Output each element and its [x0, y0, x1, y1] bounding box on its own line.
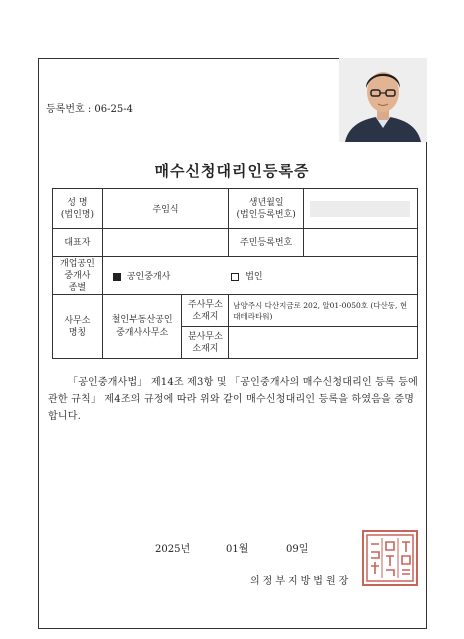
- office-label: 사무소 명칭: [53, 295, 103, 359]
- issue-year: 2025년: [155, 544, 191, 555]
- issue-day: 09일: [286, 544, 309, 555]
- branch-office-label: 분사무소 소재지: [182, 327, 229, 359]
- portrait-image: [339, 58, 427, 142]
- main-office-label: 주사무소 소재지: [182, 295, 229, 327]
- branch-office-address: [229, 327, 418, 359]
- issuing-authority: 의정부지방법원장: [250, 576, 352, 587]
- id-photo: [339, 58, 427, 142]
- representative-value: [102, 229, 228, 257]
- birth-label: 생년월일 (법인등록번호): [229, 189, 304, 229]
- main-office-address: 남양주시 다산지금로 202, 알01-0050호 (다산동, 현대테라타워): [229, 295, 418, 327]
- birth-value-redacted: [303, 189, 417, 229]
- seal-icon: [364, 532, 416, 584]
- broker-type-label: 개업공인 중개사 종별: [53, 257, 103, 295]
- registration-table: [52, 188, 418, 359]
- registration-number: 등록번호 : 06-25-4: [46, 104, 133, 115]
- official-seal-stamp: [362, 530, 418, 586]
- issue-month: 01월: [226, 544, 249, 555]
- resident-number-label: 주민등록번호: [229, 229, 304, 257]
- unchecked-box-icon: [231, 273, 239, 281]
- option-licensed-broker: 공인중개사: [113, 269, 170, 282]
- resident-number-value: [303, 229, 417, 257]
- office-name: 철인부동산공인 중개사사무소: [102, 295, 182, 359]
- document-title: 매수신청대리인등록증: [154, 162, 310, 180]
- name-label: 성 명 (법인명): [53, 189, 103, 229]
- option-corporation: 법인: [231, 269, 262, 282]
- name-value: 주임식: [102, 189, 228, 229]
- representative-label: 대표자: [53, 229, 103, 257]
- certification-statement: 「공인중개사법」 제14조 제3항 및 「공인중개사의 매수신청대리인 등록 등에 관한 규칙」 제4조의 규정에 따라 위와 같이 매수신청대리인 등록을 하였음을 증명합니다.: [48, 377, 419, 422]
- checked-box-icon: [113, 273, 121, 281]
- broker-type-options: [102, 257, 417, 295]
